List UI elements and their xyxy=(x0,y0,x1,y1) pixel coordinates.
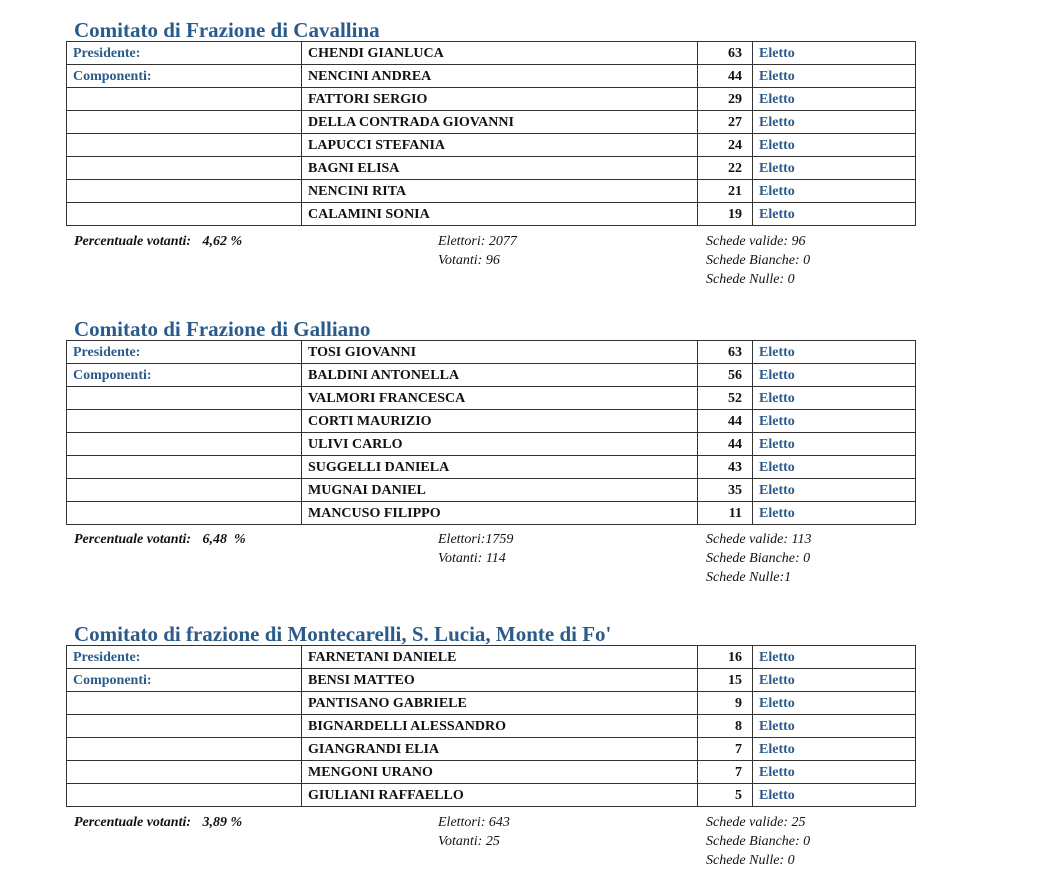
role-cell: Componenti: xyxy=(67,364,302,387)
votanti: Votanti: 96 xyxy=(438,253,500,268)
electors-block xyxy=(438,813,510,851)
status-cell: Eletto xyxy=(753,134,916,157)
role-cell xyxy=(67,157,302,180)
candidate-name: CORTI MAURIZIO xyxy=(302,410,698,433)
role-cell: Componenti: xyxy=(67,669,302,692)
table-row xyxy=(67,738,916,761)
candidate-name: CALAMINI SONIA xyxy=(302,203,698,226)
table-row xyxy=(67,134,916,157)
role-cell xyxy=(67,784,302,807)
role-cell: Componenti: xyxy=(67,65,302,88)
schede-bianche: Schede Bianche: 0 xyxy=(706,834,811,849)
table-row xyxy=(67,157,916,180)
status-cell: Eletto xyxy=(753,364,916,387)
candidate-name: TOSI GIOVANNI xyxy=(302,341,698,364)
votanti: Votanti: 114 xyxy=(438,551,506,566)
vote-count: 16 xyxy=(698,646,753,669)
status-cell: Eletto xyxy=(753,341,916,364)
status-cell: Eletto xyxy=(753,157,916,180)
table-row xyxy=(67,410,916,433)
vote-count: 22 xyxy=(698,157,753,180)
candidate-name: CHENDI GIANLUCA xyxy=(302,42,698,65)
electors-block xyxy=(438,530,513,568)
percent-label: Percentuale votanti: xyxy=(74,532,192,547)
percentuale-votanti xyxy=(74,232,242,251)
table-row xyxy=(67,456,916,479)
table-row xyxy=(67,203,916,226)
vote-count: 56 xyxy=(698,364,753,387)
vote-count: 19 xyxy=(698,203,753,226)
vote-count: 21 xyxy=(698,180,753,203)
table-row xyxy=(67,42,916,65)
schede-nulle: Schede Nulle: 0 xyxy=(706,853,795,868)
table-row xyxy=(67,715,916,738)
candidate-name: GIANGRANDI ELIA xyxy=(302,738,698,761)
candidate-name: NENCINI ANDREA xyxy=(302,65,698,88)
vote-count: 52 xyxy=(698,387,753,410)
percent-value: 4,62 % xyxy=(202,234,243,249)
status-cell: Eletto xyxy=(753,88,916,111)
votanti: Votanti: 25 xyxy=(438,834,500,849)
percent-label: Percentuale votanti: xyxy=(74,234,192,249)
table-row xyxy=(67,784,916,807)
role-cell xyxy=(67,502,302,525)
schede-bianche: Schede Bianche: 0 xyxy=(706,253,811,268)
role-cell xyxy=(67,410,302,433)
status-cell: Eletto xyxy=(753,784,916,807)
candidate-name: NENCINI RITA xyxy=(302,180,698,203)
status-cell: Eletto xyxy=(753,111,916,134)
section-title: Comitato di Frazione di Galliano xyxy=(74,317,371,341)
vote-count: 11 xyxy=(698,502,753,525)
role-cell xyxy=(67,715,302,738)
elettori: Elettori: 643 xyxy=(438,815,510,830)
status-cell: Eletto xyxy=(753,479,916,502)
role-cell xyxy=(67,134,302,157)
vote-count: 44 xyxy=(698,65,753,88)
vote-count: 9 xyxy=(698,692,753,715)
vote-count: 44 xyxy=(698,433,753,456)
status-cell: Eletto xyxy=(753,761,916,784)
vote-count: 44 xyxy=(698,410,753,433)
table-row xyxy=(67,111,916,134)
electors-block xyxy=(438,232,517,270)
role-cell: Presidente: xyxy=(67,341,302,364)
ballots-block xyxy=(706,232,810,289)
table-row xyxy=(67,479,916,502)
role-cell xyxy=(67,761,302,784)
vote-count: 7 xyxy=(698,738,753,761)
table-row xyxy=(67,387,916,410)
schede-nulle: Schede Nulle: 0 xyxy=(706,272,795,287)
section-title: Comitato di Frazione di Cavallina xyxy=(74,18,380,42)
candidate-name: LAPUCCI STEFANIA xyxy=(302,134,698,157)
candidate-name: BAGNI ELISA xyxy=(302,157,698,180)
role-cell xyxy=(67,88,302,111)
percentuale-votanti xyxy=(74,530,246,549)
percentuale-votanti xyxy=(74,813,242,832)
schede-bianche: Schede Bianche: 0 xyxy=(706,551,811,566)
role-cell xyxy=(67,203,302,226)
candidate-name: ULIVI CARLO xyxy=(302,433,698,456)
candidate-name: MANCUSO FILIPPO xyxy=(302,502,698,525)
elettori: Elettori:1759 xyxy=(438,532,514,547)
schede-valide: Schede valide: 25 xyxy=(706,815,806,830)
vote-count: 35 xyxy=(698,479,753,502)
vote-count: 7 xyxy=(698,761,753,784)
vote-count: 8 xyxy=(698,715,753,738)
schede-nulle: Schede Nulle:1 xyxy=(706,570,792,585)
role-cell xyxy=(67,738,302,761)
role-cell xyxy=(67,387,302,410)
vote-count: 43 xyxy=(698,456,753,479)
status-cell: Eletto xyxy=(753,65,916,88)
candidate-name: MENGONI URANO xyxy=(302,761,698,784)
role-cell: Presidente: xyxy=(67,42,302,65)
role-cell xyxy=(67,180,302,203)
table-row xyxy=(67,669,916,692)
percent-label: Percentuale votanti: xyxy=(74,815,192,830)
candidate-name: MUGNAI DANIEL xyxy=(302,479,698,502)
role-cell xyxy=(67,692,302,715)
schede-valide: Schede valide: 96 xyxy=(706,234,806,249)
status-cell: Eletto xyxy=(753,410,916,433)
vote-count: 27 xyxy=(698,111,753,134)
ballots-block xyxy=(706,530,811,587)
candidate-name: BIGNARDELLI ALESSANDRO xyxy=(302,715,698,738)
candidate-name: FATTORI SERGIO xyxy=(302,88,698,111)
candidate-name: DELLA CONTRADA GIOVANNI xyxy=(302,111,698,134)
role-cell xyxy=(67,111,302,134)
percent-value: 3,89 % xyxy=(202,815,243,830)
candidate-name: BALDINI ANTONELLA xyxy=(302,364,698,387)
section-title: Comitato di frazione di Montecarelli, S. Lucia, Monte di Fo' xyxy=(74,622,612,646)
vote-count: 63 xyxy=(698,42,753,65)
role-cell xyxy=(67,456,302,479)
vote-count: 15 xyxy=(698,669,753,692)
table-row xyxy=(67,180,916,203)
status-cell: Eletto xyxy=(753,669,916,692)
role-cell: Presidente: xyxy=(67,646,302,669)
results-table xyxy=(66,645,916,807)
vote-count: 29 xyxy=(698,88,753,111)
table-row xyxy=(67,502,916,525)
ballots-block xyxy=(706,813,810,870)
candidate-name: BENSI MATTEO xyxy=(302,669,698,692)
table-row xyxy=(67,433,916,456)
status-cell: Eletto xyxy=(753,203,916,226)
status-cell: Eletto xyxy=(753,502,916,525)
results-table xyxy=(66,340,916,525)
status-cell: Eletto xyxy=(753,715,916,738)
table-row xyxy=(67,88,916,111)
table-row xyxy=(67,761,916,784)
status-cell: Eletto xyxy=(753,646,916,669)
status-cell: Eletto xyxy=(753,456,916,479)
status-cell: Eletto xyxy=(753,738,916,761)
table-row xyxy=(67,341,916,364)
table-row xyxy=(67,692,916,715)
table-row xyxy=(67,646,916,669)
candidate-name: FARNETANI DANIELE xyxy=(302,646,698,669)
elettori: Elettori: 2077 xyxy=(438,234,517,249)
table-row xyxy=(67,364,916,387)
candidate-name: SUGGELLI DANIELA xyxy=(302,456,698,479)
candidate-name: PANTISANO GABRIELE xyxy=(302,692,698,715)
results-table xyxy=(66,41,916,226)
role-cell xyxy=(67,479,302,502)
status-cell: Eletto xyxy=(753,42,916,65)
candidate-name: VALMORI FRANCESCA xyxy=(302,387,698,410)
vote-count: 24 xyxy=(698,134,753,157)
vote-count: 63 xyxy=(698,341,753,364)
schede-valide: Schede valide: 113 xyxy=(706,532,812,547)
status-cell: Eletto xyxy=(753,180,916,203)
percent-value: 6,48 % xyxy=(202,532,246,547)
status-cell: Eletto xyxy=(753,433,916,456)
candidate-name: GIULIANI RAFFAELLO xyxy=(302,784,698,807)
status-cell: Eletto xyxy=(753,387,916,410)
status-cell: Eletto xyxy=(753,692,916,715)
table-row xyxy=(67,65,916,88)
vote-count: 5 xyxy=(698,784,753,807)
role-cell xyxy=(67,433,302,456)
